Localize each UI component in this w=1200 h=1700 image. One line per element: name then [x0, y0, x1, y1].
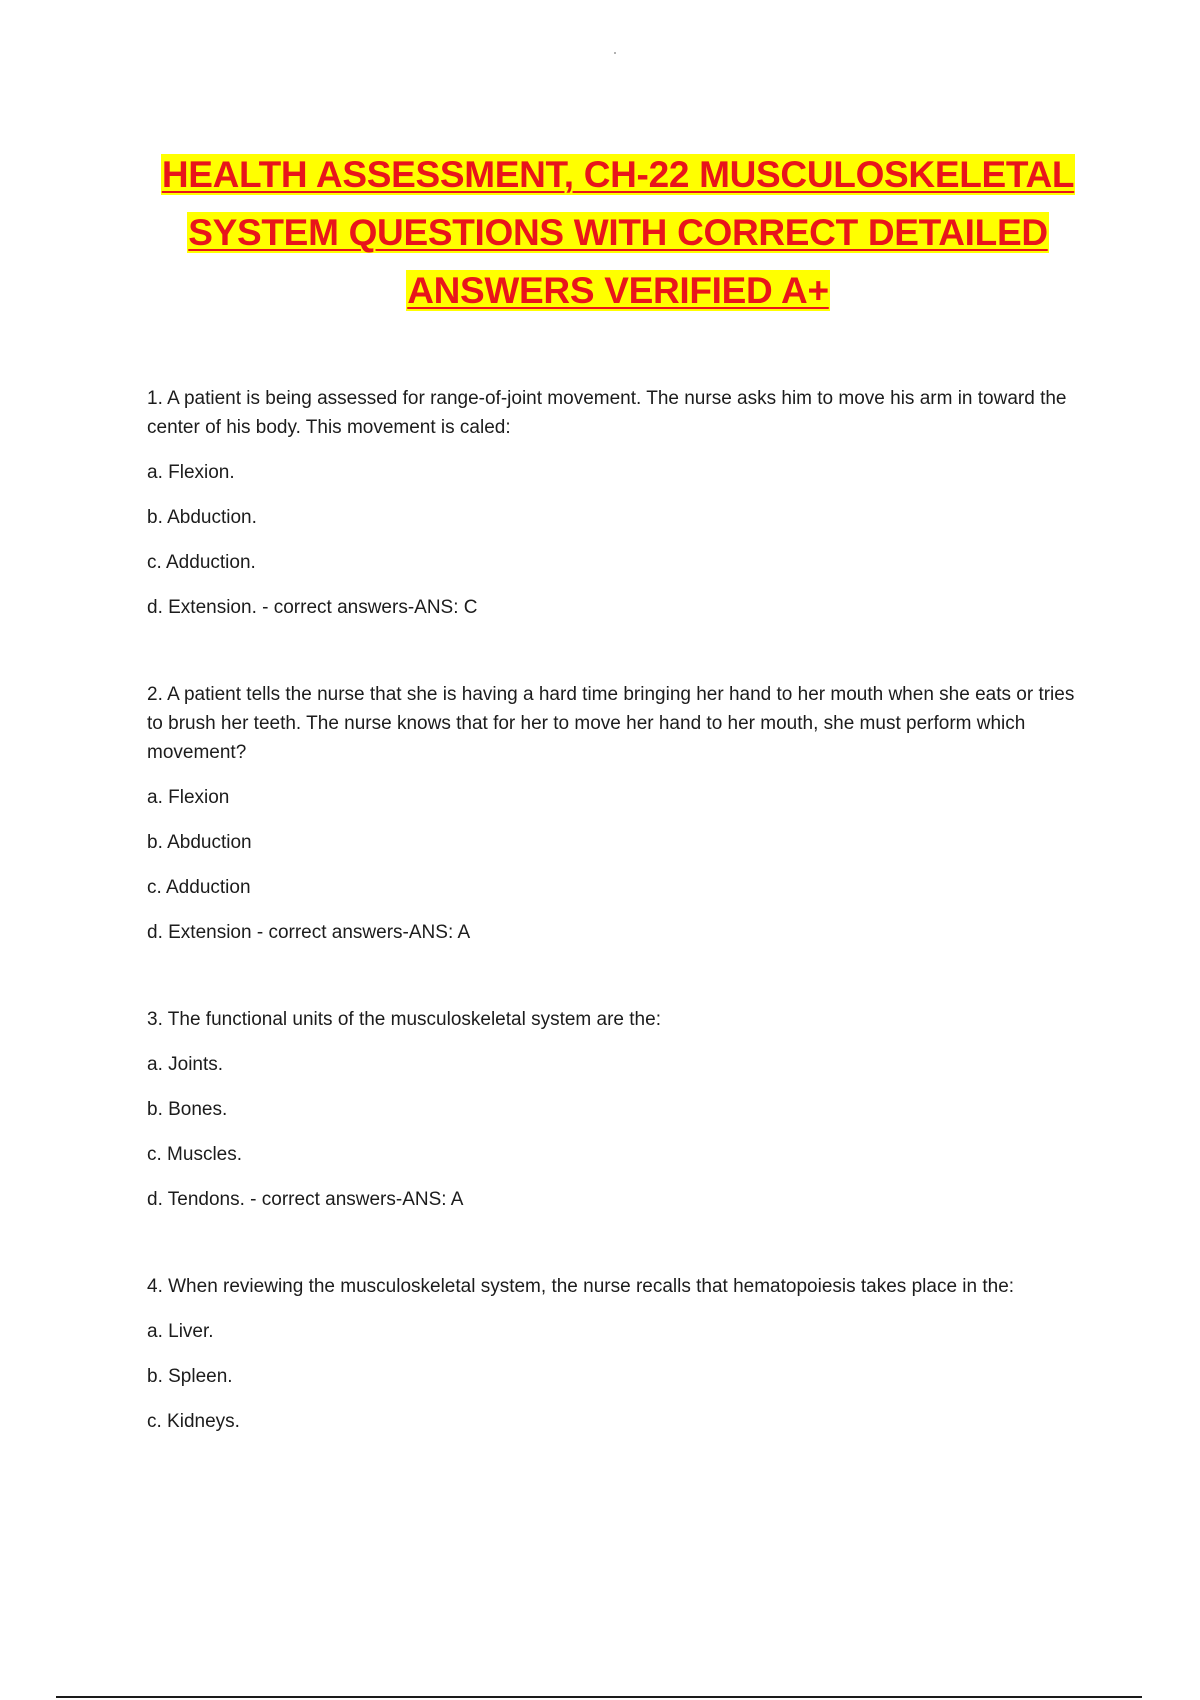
option-d-answer: d. Extension - correct answers-ANS: A [147, 922, 471, 943]
title-line-3: ANSWERS VERIFIED A+ [407, 270, 829, 311]
option-c: c. Adduction. [147, 552, 256, 573]
question-text: 2. A patient tells the nurse that she is having a hard time bringing her hand to her mouth when she eats or tries to brush her teeth. The nurse knows that for her to move her hand to her mouth, she must perform which movement? [147, 684, 1075, 763]
document-title [120, 146, 1116, 320]
option-a: a. Liver. [147, 1321, 214, 1342]
title-line-1: HEALTH ASSESSMENT, CH-22 MUSCULOSKELETAL [161, 154, 1075, 195]
page-bottom-rule [56, 1696, 1142, 1698]
option-c: c. Adduction [147, 877, 251, 898]
option-b: b. Bones. [147, 1099, 228, 1120]
option-b: b. Abduction [147, 832, 252, 853]
option-c: c. Kidneys. [147, 1411, 240, 1432]
option-d-answer: d. Extension. - correct answers-ANS: C [147, 597, 478, 618]
option-b: b. Spleen. [147, 1366, 233, 1387]
question-2 [147, 680, 1087, 947]
option-b: b. Abduction. [147, 507, 257, 528]
question-list [147, 384, 1087, 1494]
option-a: a. Flexion [147, 787, 230, 808]
question-3 [147, 1005, 1087, 1214]
option-d-answer: d. Tendons. - correct answers-ANS: A [147, 1189, 464, 1210]
question-4 [147, 1272, 1087, 1436]
question-text: 4. When reviewing the musculoskeletal system, the nurse recalls that hematopoiesis takes place in the: [147, 1276, 1015, 1297]
option-a: a. Flexion. [147, 462, 235, 483]
page-speck [614, 52, 616, 54]
question-text: 1. A patient is being assessed for range-of-joint movement. The nurse asks him to move his arm in toward the center of his body. This movement is caled: [147, 388, 1067, 438]
option-a: a. Joints. [147, 1054, 224, 1075]
title-line-2: SYSTEM QUESTIONS WITH CORRECT DETAILED [188, 212, 1048, 253]
option-c: c. Muscles. [147, 1144, 243, 1165]
question-1 [147, 384, 1087, 622]
question-text: 3. The functional units of the musculoskeletal system are the: [147, 1009, 661, 1030]
